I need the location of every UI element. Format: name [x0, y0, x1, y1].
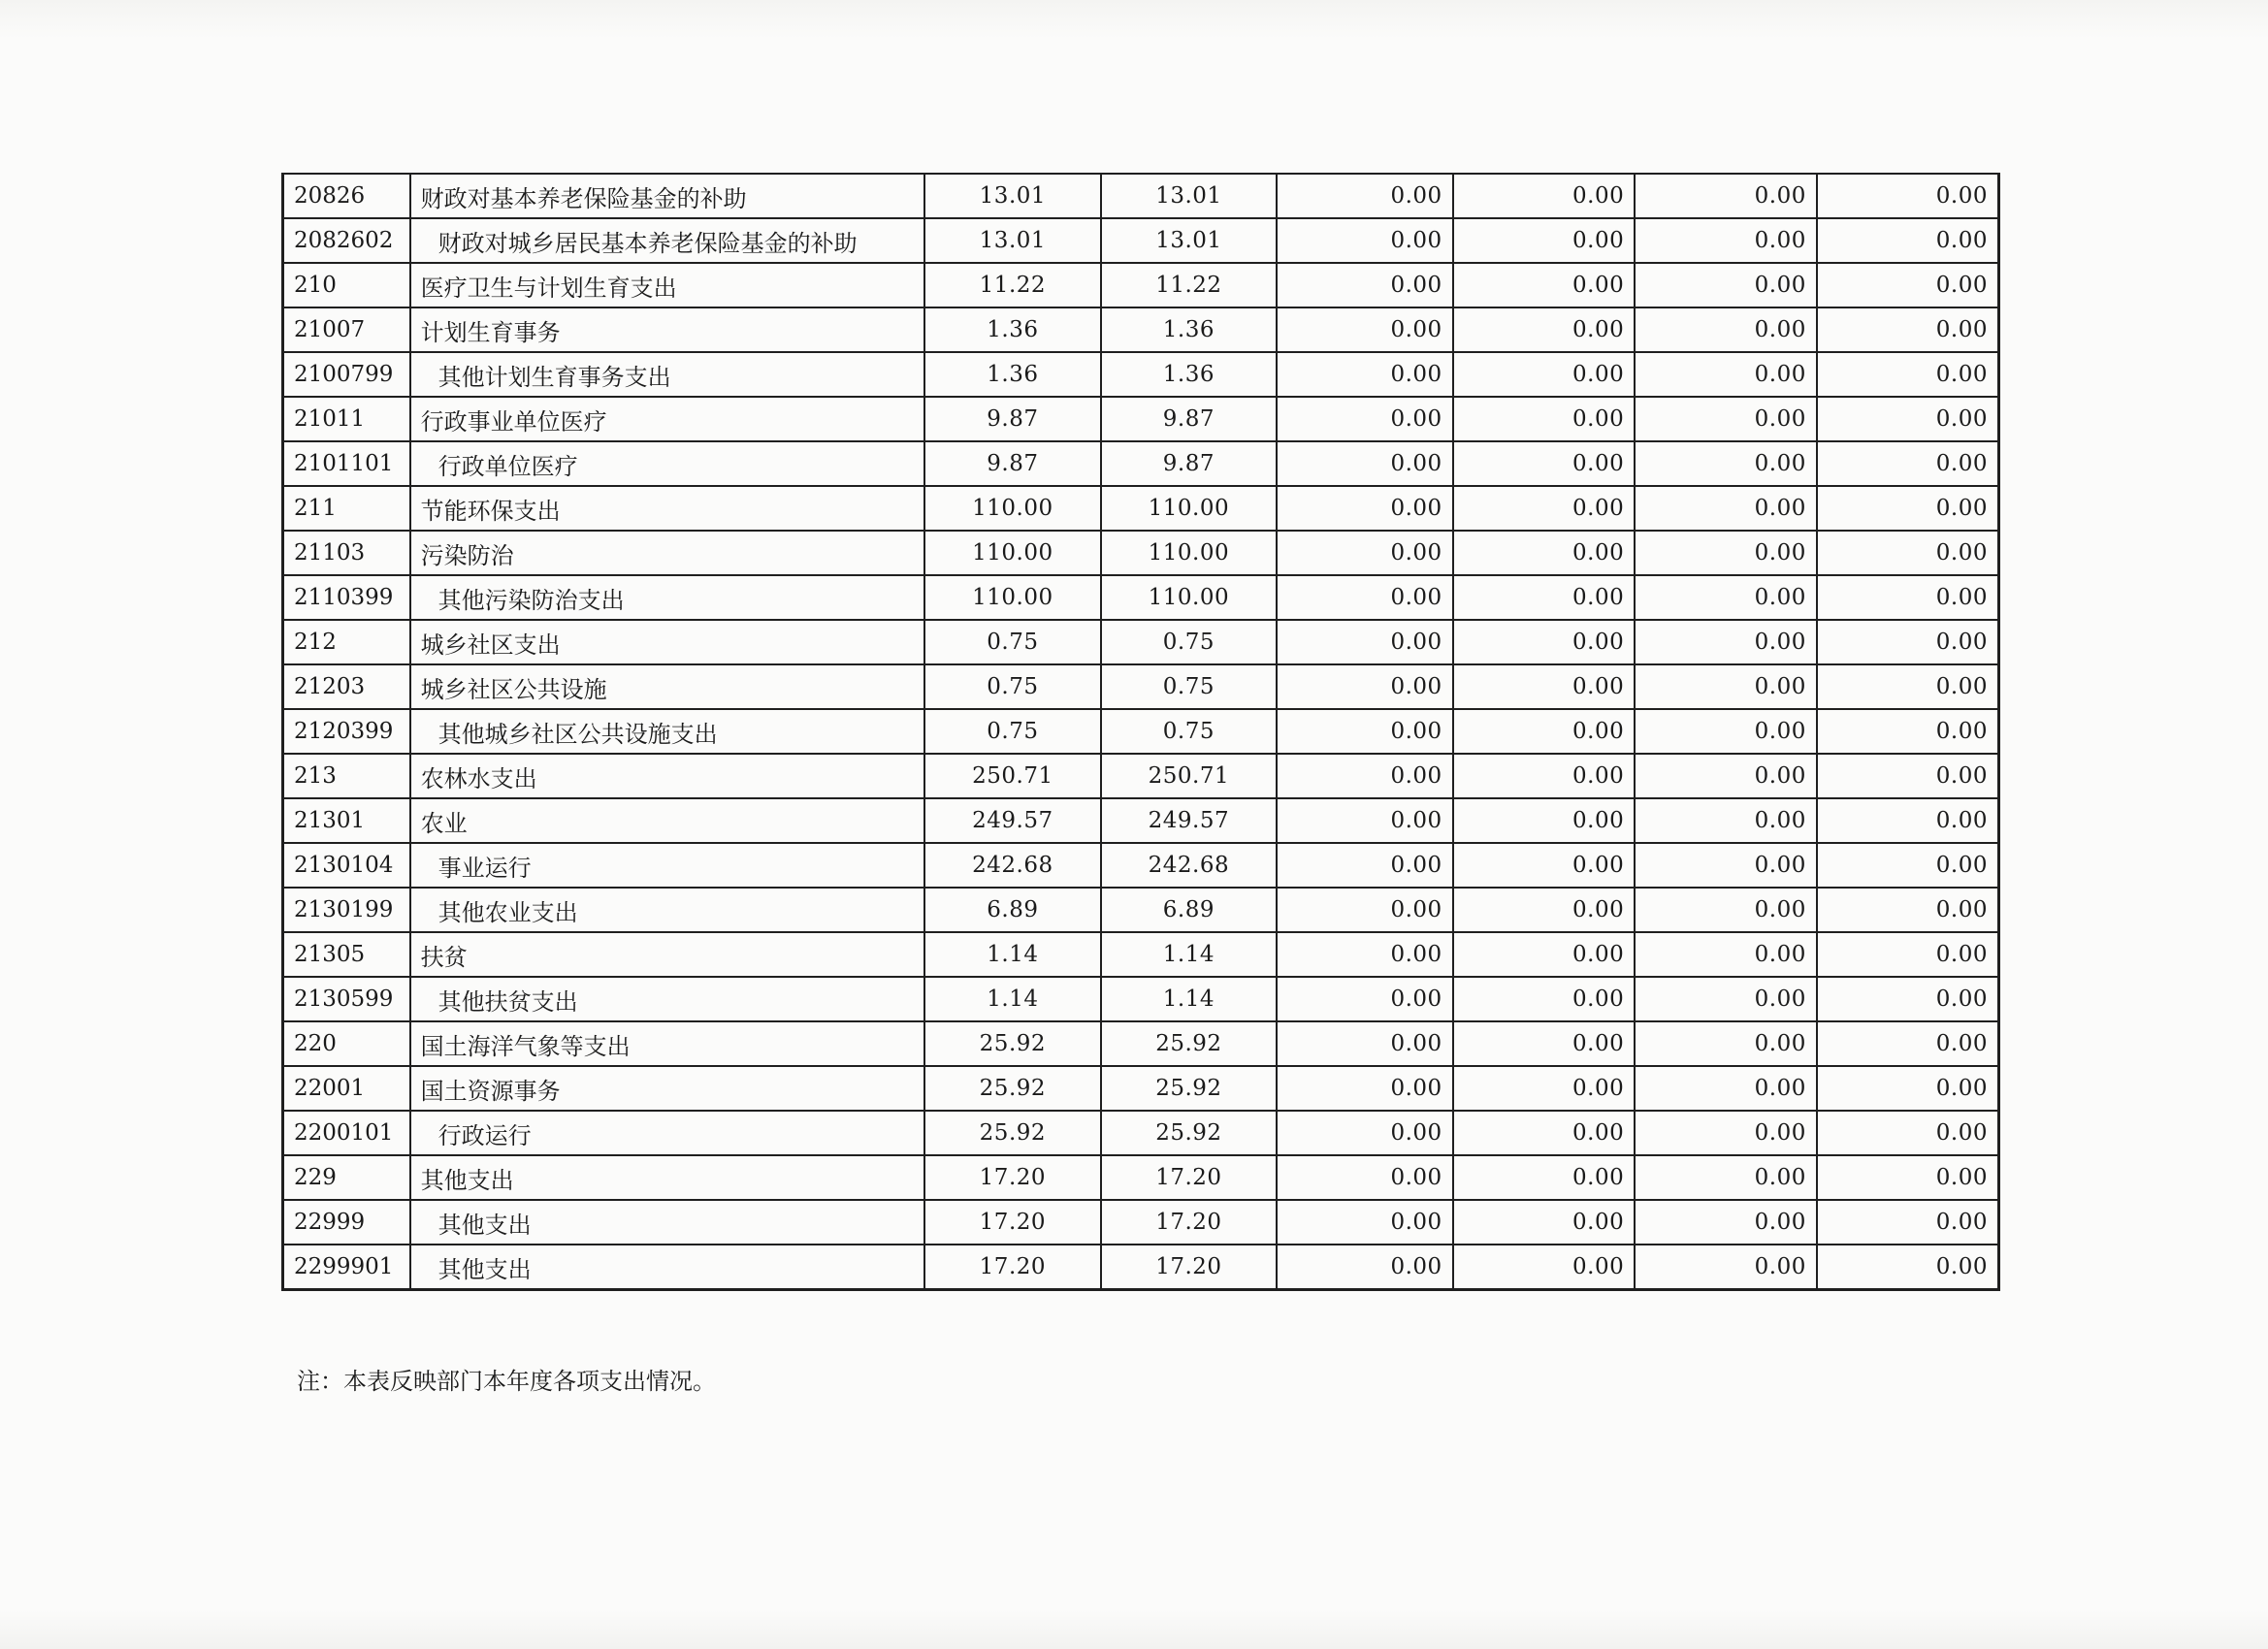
account-name-cell: 农林水支出	[410, 754, 924, 798]
public-operation-cell: 0.00	[1453, 1066, 1636, 1111]
table-row	[283, 709, 1999, 754]
account-name-cell: 行政事业单位医疗	[410, 397, 924, 441]
other-expenditure-cell: 0.00	[1817, 754, 1999, 798]
table-row	[283, 754, 1999, 798]
enterprise-subsidy-cell: 0.00	[1635, 263, 1817, 307]
other-expenditure-cell: 0.00	[1817, 1021, 1999, 1066]
account-code-cell: 220	[283, 1021, 410, 1066]
total-cell: 9.87	[924, 441, 1101, 486]
table-row	[283, 531, 1999, 575]
account-code-cell: 2101101	[283, 441, 410, 486]
total-cell: 25.92	[924, 1111, 1101, 1155]
enterprise-subsidy-cell: 0.00	[1635, 888, 1817, 932]
public-operation-cell: 0.00	[1453, 1155, 1636, 1200]
account-name-cell: 其他城乡社区公共设施支出	[410, 709, 924, 754]
basic-expenditure-cell: 1.14	[1101, 932, 1278, 977]
account-name-cell: 其他扶贫支出	[410, 977, 924, 1021]
basic-expenditure-cell: 0.75	[1101, 664, 1278, 709]
project-expenditure-cell: 0.00	[1277, 1200, 1453, 1245]
account-code-cell: 2130199	[283, 888, 410, 932]
public-operation-cell: 0.00	[1453, 531, 1636, 575]
other-expenditure-cell: 0.00	[1817, 932, 1999, 977]
table-row	[283, 1245, 1999, 1290]
project-expenditure-cell: 0.00	[1277, 307, 1453, 352]
basic-expenditure-cell: 110.00	[1101, 531, 1278, 575]
total-cell: 0.75	[924, 709, 1101, 754]
enterprise-subsidy-cell: 0.00	[1635, 620, 1817, 664]
account-code-cell: 213	[283, 754, 410, 798]
enterprise-subsidy-cell: 0.00	[1635, 441, 1817, 486]
enterprise-subsidy-cell: 0.00	[1635, 798, 1817, 843]
public-operation-cell: 0.00	[1453, 1200, 1636, 1245]
project-expenditure-cell: 0.00	[1277, 1111, 1453, 1155]
total-cell: 110.00	[924, 531, 1101, 575]
public-operation-cell: 0.00	[1453, 486, 1636, 531]
public-operation-cell: 0.00	[1453, 575, 1636, 620]
public-operation-cell: 0.00	[1453, 620, 1636, 664]
basic-expenditure-cell: 250.71	[1101, 754, 1278, 798]
account-name-cell: 农业	[410, 798, 924, 843]
project-expenditure-cell: 0.00	[1277, 932, 1453, 977]
account-name-cell: 其他支出	[410, 1200, 924, 1245]
basic-expenditure-cell: 13.01	[1101, 174, 1278, 218]
project-expenditure-cell: 0.00	[1277, 486, 1453, 531]
project-expenditure-cell: 0.00	[1277, 888, 1453, 932]
project-expenditure-cell: 0.00	[1277, 798, 1453, 843]
account-name-cell: 其他支出	[410, 1155, 924, 1200]
basic-expenditure-cell: 25.92	[1101, 1021, 1278, 1066]
total-cell: 1.14	[924, 977, 1101, 1021]
account-name-cell: 计划生育事务	[410, 307, 924, 352]
total-cell: 13.01	[924, 218, 1101, 263]
other-expenditure-cell: 0.00	[1817, 486, 1999, 531]
expenditure-table	[281, 173, 2000, 1291]
public-operation-cell: 0.00	[1453, 709, 1636, 754]
total-cell: 0.75	[924, 620, 1101, 664]
other-expenditure-cell: 0.00	[1817, 1245, 1999, 1290]
table-row	[283, 441, 1999, 486]
basic-expenditure-cell: 17.20	[1101, 1245, 1278, 1290]
account-code-cell: 21103	[283, 531, 410, 575]
table-row	[283, 174, 1999, 218]
other-expenditure-cell: 0.00	[1817, 664, 1999, 709]
public-operation-cell: 0.00	[1453, 352, 1636, 397]
account-name-cell: 污染防治	[410, 531, 924, 575]
total-cell: 1.36	[924, 307, 1101, 352]
basic-expenditure-cell: 1.36	[1101, 307, 1278, 352]
enterprise-subsidy-cell: 0.00	[1635, 174, 1817, 218]
basic-expenditure-cell: 25.92	[1101, 1066, 1278, 1111]
total-cell: 25.92	[924, 1066, 1101, 1111]
public-operation-cell: 0.00	[1453, 754, 1636, 798]
total-cell: 13.01	[924, 174, 1101, 218]
total-cell: 110.00	[924, 486, 1101, 531]
account-code-cell: 21305	[283, 932, 410, 977]
basic-expenditure-cell: 6.89	[1101, 888, 1278, 932]
total-cell: 110.00	[924, 575, 1101, 620]
enterprise-subsidy-cell: 0.00	[1635, 218, 1817, 263]
enterprise-subsidy-cell: 0.00	[1635, 575, 1817, 620]
public-operation-cell: 0.00	[1453, 218, 1636, 263]
enterprise-subsidy-cell: 0.00	[1635, 1066, 1817, 1111]
account-code-cell: 229	[283, 1155, 410, 1200]
enterprise-subsidy-cell: 0.00	[1635, 397, 1817, 441]
total-cell: 9.87	[924, 397, 1101, 441]
table-row	[283, 1066, 1999, 1111]
enterprise-subsidy-cell: 0.00	[1635, 307, 1817, 352]
project-expenditure-cell: 0.00	[1277, 263, 1453, 307]
enterprise-subsidy-cell: 0.00	[1635, 664, 1817, 709]
account-name-cell: 其他支出	[410, 1245, 924, 1290]
basic-expenditure-cell: 11.22	[1101, 263, 1278, 307]
account-name-cell: 其他农业支出	[410, 888, 924, 932]
table-row	[283, 620, 1999, 664]
account-code-cell: 22999	[283, 1200, 410, 1245]
project-expenditure-cell: 0.00	[1277, 441, 1453, 486]
basic-expenditure-cell: 17.20	[1101, 1155, 1278, 1200]
total-cell: 0.75	[924, 664, 1101, 709]
other-expenditure-cell: 0.00	[1817, 1155, 1999, 1200]
total-cell: 17.20	[924, 1200, 1101, 1245]
enterprise-subsidy-cell: 0.00	[1635, 932, 1817, 977]
project-expenditure-cell: 0.00	[1277, 352, 1453, 397]
other-expenditure-cell: 0.00	[1817, 709, 1999, 754]
public-operation-cell: 0.00	[1453, 307, 1636, 352]
total-cell: 249.57	[924, 798, 1101, 843]
basic-expenditure-cell: 13.01	[1101, 218, 1278, 263]
project-expenditure-cell: 0.00	[1277, 218, 1453, 263]
total-cell: 17.20	[924, 1155, 1101, 1200]
account-name-cell: 扶贫	[410, 932, 924, 977]
other-expenditure-cell: 0.00	[1817, 1200, 1999, 1245]
account-code-cell: 2299901	[283, 1245, 410, 1290]
account-name-cell: 城乡社区支出	[410, 620, 924, 664]
account-code-cell: 22001	[283, 1066, 410, 1111]
project-expenditure-cell: 0.00	[1277, 843, 1453, 888]
account-code-cell: 21301	[283, 798, 410, 843]
table-row	[283, 352, 1999, 397]
account-code-cell: 212	[283, 620, 410, 664]
public-operation-cell: 0.00	[1453, 1111, 1636, 1155]
other-expenditure-cell: 0.00	[1817, 798, 1999, 843]
account-name-cell: 行政运行	[410, 1111, 924, 1155]
project-expenditure-cell: 0.00	[1277, 397, 1453, 441]
basic-expenditure-cell: 1.36	[1101, 352, 1278, 397]
other-expenditure-cell: 0.00	[1817, 843, 1999, 888]
other-expenditure-cell: 0.00	[1817, 1066, 1999, 1111]
public-operation-cell: 0.00	[1453, 932, 1636, 977]
project-expenditure-cell: 0.00	[1277, 1155, 1453, 1200]
table-row	[283, 798, 1999, 843]
public-operation-cell: 0.00	[1453, 977, 1636, 1021]
table-body	[283, 174, 1999, 1290]
other-expenditure-cell: 0.00	[1817, 263, 1999, 307]
account-code-cell: 21203	[283, 664, 410, 709]
account-code-cell: 211	[283, 486, 410, 531]
basic-expenditure-cell: 9.87	[1101, 441, 1278, 486]
project-expenditure-cell: 0.00	[1277, 531, 1453, 575]
other-expenditure-cell: 0.00	[1817, 218, 1999, 263]
public-operation-cell: 0.00	[1453, 664, 1636, 709]
other-expenditure-cell: 0.00	[1817, 307, 1999, 352]
total-cell: 250.71	[924, 754, 1101, 798]
table-row	[283, 1155, 1999, 1200]
table-row	[283, 843, 1999, 888]
table-row	[283, 1200, 1999, 1245]
other-expenditure-cell: 0.00	[1817, 441, 1999, 486]
account-code-cell: 2082602	[283, 218, 410, 263]
basic-expenditure-cell: 1.14	[1101, 977, 1278, 1021]
table-row	[283, 1021, 1999, 1066]
enterprise-subsidy-cell: 0.00	[1635, 1155, 1817, 1200]
public-operation-cell: 0.00	[1453, 888, 1636, 932]
project-expenditure-cell: 0.00	[1277, 620, 1453, 664]
public-operation-cell: 0.00	[1453, 1021, 1636, 1066]
account-name-cell: 城乡社区公共设施	[410, 664, 924, 709]
public-operation-cell: 0.00	[1453, 397, 1636, 441]
account-code-cell: 20826	[283, 174, 410, 218]
enterprise-subsidy-cell: 0.00	[1635, 1200, 1817, 1245]
basic-expenditure-cell: 110.00	[1101, 486, 1278, 531]
table-row	[283, 888, 1999, 932]
table-row	[283, 218, 1999, 263]
total-cell: 242.68	[924, 843, 1101, 888]
total-cell: 1.14	[924, 932, 1101, 977]
table-row	[283, 397, 1999, 441]
project-expenditure-cell: 0.00	[1277, 977, 1453, 1021]
table-row	[283, 1111, 1999, 1155]
enterprise-subsidy-cell: 0.00	[1635, 843, 1817, 888]
enterprise-subsidy-cell: 0.00	[1635, 486, 1817, 531]
account-name-cell: 其他污染防治支出	[410, 575, 924, 620]
enterprise-subsidy-cell: 0.00	[1635, 352, 1817, 397]
table-footnote: 注：本表反映部门本年度各项支出情况。	[297, 1368, 716, 1395]
basic-expenditure-cell: 242.68	[1101, 843, 1278, 888]
total-cell: 25.92	[924, 1021, 1101, 1066]
project-expenditure-cell: 0.00	[1277, 1021, 1453, 1066]
public-operation-cell: 0.00	[1453, 263, 1636, 307]
enterprise-subsidy-cell: 0.00	[1635, 1111, 1817, 1155]
public-operation-cell: 0.00	[1453, 843, 1636, 888]
total-cell: 1.36	[924, 352, 1101, 397]
basic-expenditure-cell: 249.57	[1101, 798, 1278, 843]
account-code-cell: 2100799	[283, 352, 410, 397]
basic-expenditure-cell: 0.75	[1101, 620, 1278, 664]
account-name-cell: 节能环保支出	[410, 486, 924, 531]
table-row	[283, 486, 1999, 531]
other-expenditure-cell: 0.00	[1817, 575, 1999, 620]
account-code-cell: 2110399	[283, 575, 410, 620]
account-name-cell: 行政单位医疗	[410, 441, 924, 486]
account-code-cell: 210	[283, 263, 410, 307]
basic-expenditure-cell: 17.20	[1101, 1200, 1278, 1245]
table-row	[283, 977, 1999, 1021]
basic-expenditure-cell: 110.00	[1101, 575, 1278, 620]
project-expenditure-cell: 0.00	[1277, 664, 1453, 709]
account-name-cell: 财政对基本养老保险基金的补助	[410, 174, 924, 218]
project-expenditure-cell: 0.00	[1277, 575, 1453, 620]
account-name-cell: 国土海洋气象等支出	[410, 1021, 924, 1066]
other-expenditure-cell: 0.00	[1817, 531, 1999, 575]
enterprise-subsidy-cell: 0.00	[1635, 1021, 1817, 1066]
account-code-cell: 2130599	[283, 977, 410, 1021]
project-expenditure-cell: 0.00	[1277, 174, 1453, 218]
account-code-cell: 2130104	[283, 843, 410, 888]
other-expenditure-cell: 0.00	[1817, 1111, 1999, 1155]
basic-expenditure-cell: 0.75	[1101, 709, 1278, 754]
project-expenditure-cell: 0.00	[1277, 1066, 1453, 1111]
public-operation-cell: 0.00	[1453, 174, 1636, 218]
account-name-cell: 财政对城乡居民基本养老保险基金的补助	[410, 218, 924, 263]
basic-expenditure-cell: 9.87	[1101, 397, 1278, 441]
account-code-cell: 2200101	[283, 1111, 410, 1155]
total-cell: 17.20	[924, 1245, 1101, 1290]
enterprise-subsidy-cell: 0.00	[1635, 531, 1817, 575]
table-row	[283, 263, 1999, 307]
public-operation-cell: 0.00	[1453, 1245, 1636, 1290]
other-expenditure-cell: 0.00	[1817, 620, 1999, 664]
project-expenditure-cell: 0.00	[1277, 754, 1453, 798]
account-code-cell: 21007	[283, 307, 410, 352]
other-expenditure-cell: 0.00	[1817, 352, 1999, 397]
other-expenditure-cell: 0.00	[1817, 977, 1999, 1021]
other-expenditure-cell: 0.00	[1817, 397, 1999, 441]
account-code-cell: 2120399	[283, 709, 410, 754]
table-row	[283, 575, 1999, 620]
public-operation-cell: 0.00	[1453, 798, 1636, 843]
account-name-cell: 事业运行	[410, 843, 924, 888]
table-row	[283, 664, 1999, 709]
enterprise-subsidy-cell: 0.00	[1635, 1245, 1817, 1290]
other-expenditure-cell: 0.00	[1817, 888, 1999, 932]
other-expenditure-cell: 0.00	[1817, 174, 1999, 218]
enterprise-subsidy-cell: 0.00	[1635, 709, 1817, 754]
public-operation-cell: 0.00	[1453, 441, 1636, 486]
project-expenditure-cell: 0.00	[1277, 709, 1453, 754]
table-row	[283, 307, 1999, 352]
enterprise-subsidy-cell: 0.00	[1635, 977, 1817, 1021]
project-expenditure-cell: 0.00	[1277, 1245, 1453, 1290]
basic-expenditure-cell: 25.92	[1101, 1111, 1278, 1155]
account-name-cell: 医疗卫生与计划生育支出	[410, 263, 924, 307]
table-row	[283, 932, 1999, 977]
account-name-cell: 国土资源事务	[410, 1066, 924, 1111]
total-cell: 11.22	[924, 263, 1101, 307]
account-code-cell: 21011	[283, 397, 410, 441]
account-name-cell: 其他计划生育事务支出	[410, 352, 924, 397]
enterprise-subsidy-cell: 0.00	[1635, 754, 1817, 798]
total-cell: 6.89	[924, 888, 1101, 932]
